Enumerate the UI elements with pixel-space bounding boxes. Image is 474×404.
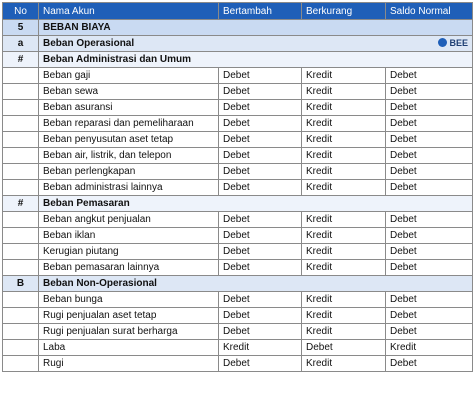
berkurang-cell: Kredit [302, 292, 386, 308]
bertambah-cell: Debet [219, 148, 302, 164]
account-name-cell: Laba [39, 340, 219, 356]
account-name-cell: Beban pemasaran lainnya [39, 260, 219, 276]
bertambah-cell: Debet [219, 308, 302, 324]
account-name-cell: Beban administrasi lainnya [39, 180, 219, 196]
row-number-cell [3, 68, 39, 84]
berkurang-cell: Kredit [302, 356, 386, 372]
header-bertambah: Bertambah [219, 3, 302, 20]
berkurang-cell: Debet [302, 340, 386, 356]
bertambah-cell: Debet [219, 68, 302, 84]
account-name-cell: Beban asuransi [39, 100, 219, 116]
berkurang-cell: Kredit [302, 228, 386, 244]
bertambah-cell: Debet [219, 180, 302, 196]
bertambah-cell: Debet [219, 356, 302, 372]
table-row [3, 164, 473, 180]
berkurang-cell: Kredit [302, 244, 386, 260]
header-nama-akun: Nama Akun [39, 3, 219, 20]
berkurang-cell: Kredit [302, 132, 386, 148]
saldo-normal-cell: Debet [386, 116, 473, 132]
group-marker: # [3, 196, 39, 212]
group-row-administrasi [3, 52, 473, 68]
saldo-normal-cell: Debet [386, 212, 473, 228]
berkurang-cell: Kredit [302, 180, 386, 196]
table-row [3, 212, 473, 228]
row-number-cell [3, 164, 39, 180]
row-number-cell [3, 244, 39, 260]
row-number-cell [3, 212, 39, 228]
group-row-pemasaran [3, 196, 473, 212]
bertambah-cell: Debet [219, 228, 302, 244]
subsection-title: Beban Operasional [43, 38, 135, 49]
table-row [3, 116, 473, 132]
group-title: Beban Administrasi dan Umum [39, 52, 473, 68]
header-saldo-normal: Saldo Normal [386, 3, 473, 20]
bertambah-cell: Debet [219, 132, 302, 148]
group-marker: # [3, 52, 39, 68]
bertambah-cell: Debet [219, 260, 302, 276]
group-title: Beban Pemasaran [39, 196, 473, 212]
account-name-cell: Beban bunga [39, 292, 219, 308]
bertambah-cell: Kredit [219, 340, 302, 356]
account-name-cell: Beban gaji [39, 68, 219, 84]
berkurang-cell: Kredit [302, 164, 386, 180]
table-row [3, 228, 473, 244]
saldo-normal-cell: Debet [386, 132, 473, 148]
berkurang-cell: Kredit [302, 100, 386, 116]
row-number-cell [3, 260, 39, 276]
saldo-normal-cell: Kredit [386, 340, 473, 356]
section-title: BEBAN BIAYA [39, 20, 473, 36]
account-name-cell: Beban penyusutan aset tetap [39, 132, 219, 148]
saldo-normal-cell: Debet [386, 356, 473, 372]
row-number-cell [3, 292, 39, 308]
berkurang-cell: Kredit [302, 324, 386, 340]
bertambah-cell: Debet [219, 116, 302, 132]
berkurang-cell: Kredit [302, 84, 386, 100]
berkurang-cell: Kredit [302, 212, 386, 228]
berkurang-cell: Kredit [302, 260, 386, 276]
subsection-letter: a [3, 36, 39, 52]
bee-logo-text: BEE [449, 38, 468, 48]
bertambah-cell: Debet [219, 164, 302, 180]
account-name-cell: Rugi [39, 356, 219, 372]
row-number-cell [3, 228, 39, 244]
section-number: 5 [3, 20, 39, 36]
bee-logo-icon [438, 38, 447, 47]
berkurang-cell: Kredit [302, 116, 386, 132]
table-row [3, 308, 473, 324]
saldo-normal-cell: Debet [386, 100, 473, 116]
account-name-cell: Beban angkut penjualan [39, 212, 219, 228]
bertambah-cell: Debet [219, 84, 302, 100]
table-row [3, 100, 473, 116]
table-row [3, 68, 473, 84]
saldo-normal-cell: Debet [386, 68, 473, 84]
saldo-normal-cell: Debet [386, 148, 473, 164]
row-number-cell [3, 340, 39, 356]
saldo-normal-cell: Debet [386, 292, 473, 308]
table-row [3, 180, 473, 196]
header-berkurang: Berkurang [302, 3, 386, 20]
bertambah-cell: Debet [219, 324, 302, 340]
section-row-beban-biaya [3, 20, 473, 36]
saldo-normal-cell: Debet [386, 324, 473, 340]
berkurang-cell: Kredit [302, 148, 386, 164]
account-name-cell: Kerugian piutang [39, 244, 219, 260]
account-name-cell: Beban sewa [39, 84, 219, 100]
table-row [3, 244, 473, 260]
account-table [2, 2, 473, 372]
bertambah-cell: Debet [219, 244, 302, 260]
table-header-row [3, 3, 473, 20]
bertambah-cell: Debet [219, 212, 302, 228]
subsection-row-operasional [3, 36, 473, 52]
saldo-normal-cell: Debet [386, 228, 473, 244]
account-name-cell: Beban air, listrik, dan telepon [39, 148, 219, 164]
table-row [3, 324, 473, 340]
saldo-normal-cell: Debet [386, 260, 473, 276]
bertambah-cell: Debet [219, 292, 302, 308]
account-name-cell: Rugi penjualan surat berharga [39, 324, 219, 340]
subsection-row-non-operasional [3, 276, 473, 292]
table-row [3, 84, 473, 100]
saldo-normal-cell: Debet [386, 180, 473, 196]
row-number-cell [3, 324, 39, 340]
saldo-normal-cell: Debet [386, 84, 473, 100]
account-name-cell: Beban perlengkapan [39, 164, 219, 180]
subsection-cell [39, 36, 473, 52]
row-number-cell [3, 308, 39, 324]
subsection-letter: B [3, 276, 39, 292]
row-number-cell [3, 84, 39, 100]
saldo-normal-cell: Debet [386, 308, 473, 324]
table-row [3, 340, 473, 356]
bertambah-cell: Debet [219, 100, 302, 116]
table-row [3, 292, 473, 308]
account-name-cell: Beban iklan [39, 228, 219, 244]
bee-logo [438, 38, 468, 48]
row-number-cell [3, 132, 39, 148]
table-row [3, 356, 473, 372]
account-table-container [2, 2, 472, 372]
row-number-cell [3, 100, 39, 116]
row-number-cell [3, 356, 39, 372]
header-no: No [3, 3, 39, 20]
row-number-cell [3, 116, 39, 132]
row-number-cell [3, 148, 39, 164]
account-name-cell: Beban reparasi dan pemeliharaan [39, 116, 219, 132]
saldo-normal-cell: Debet [386, 164, 473, 180]
account-name-cell: Rugi penjualan aset tetap [39, 308, 219, 324]
saldo-normal-cell: Debet [386, 244, 473, 260]
table-row [3, 148, 473, 164]
berkurang-cell: Kredit [302, 68, 386, 84]
table-row [3, 132, 473, 148]
berkurang-cell: Kredit [302, 308, 386, 324]
row-number-cell [3, 180, 39, 196]
subsection-title: Beban Non-Operasional [39, 276, 473, 292]
table-row [3, 260, 473, 276]
